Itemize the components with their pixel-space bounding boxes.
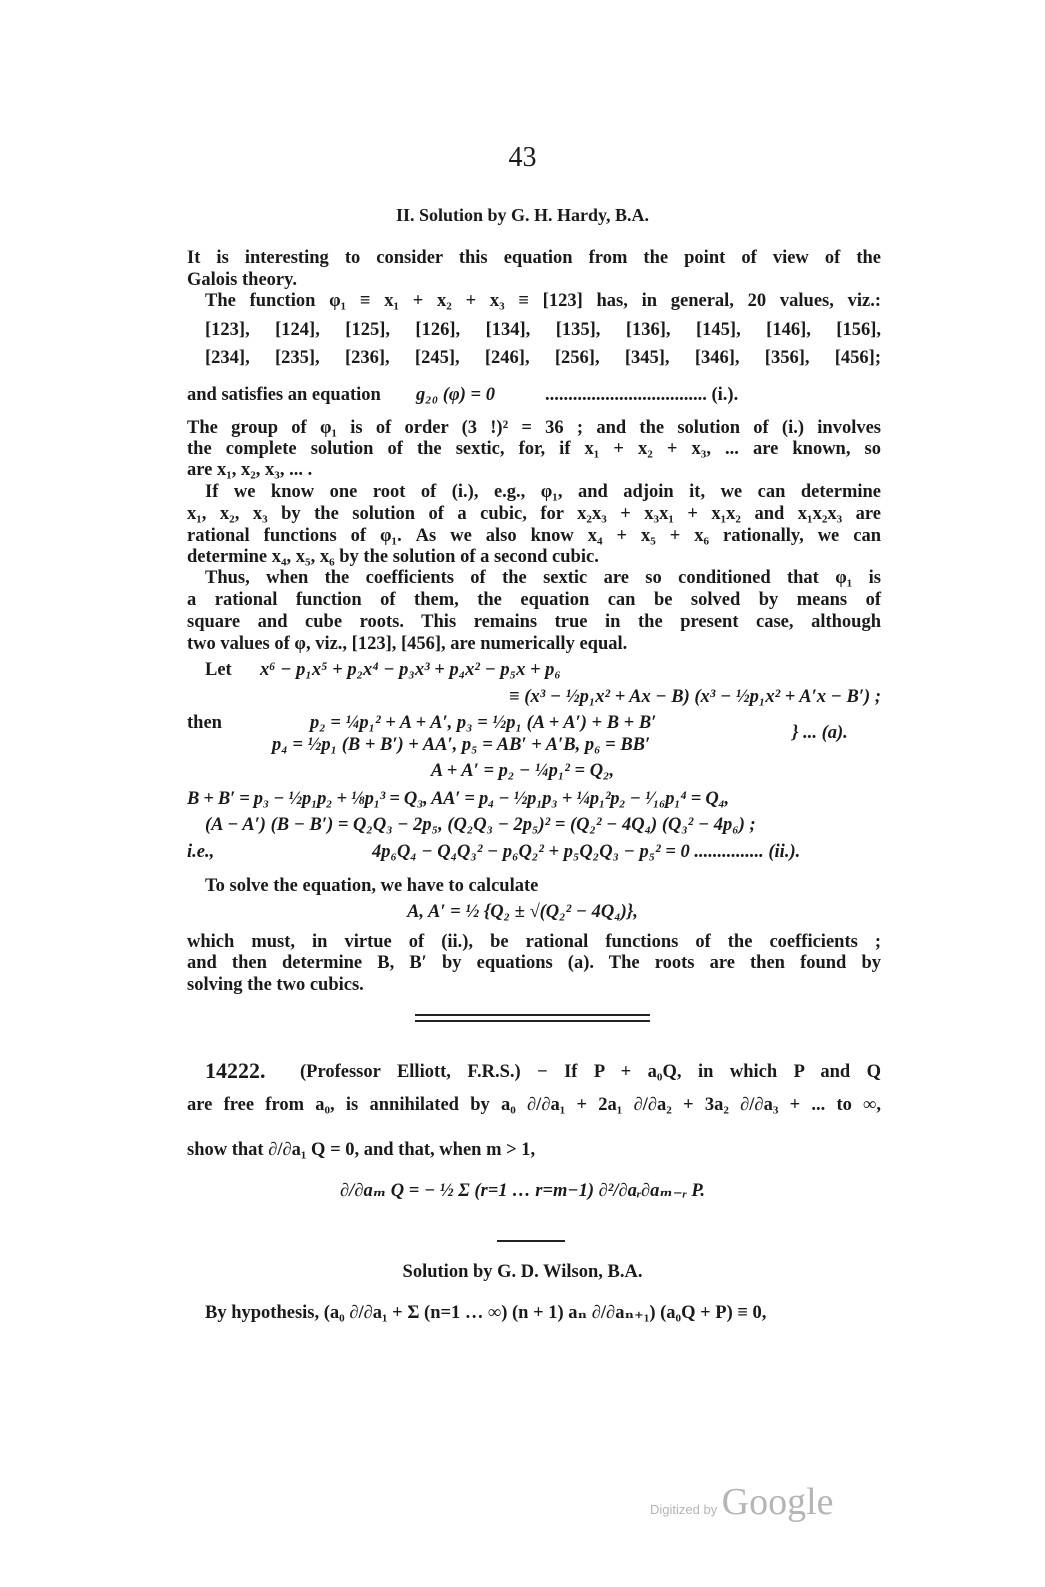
value-list-row: [123], [124], [125], [126], [134], [135], [136], [145], [146], [156],: [205, 320, 881, 340]
identity-equation: ≡ (x³ − ½p₁x² + Ax − B) (x³ − ½p₁x² + A′x − B′) ;: [509, 687, 881, 707]
question-number: 14222.: [205, 1058, 266, 1083]
text-line: x₁, x₂, x₃ by the solution of a cubic, for x₂x₃ + x₃x₁ + x₁x₂ and x₁x₂x₃ are: [187, 504, 881, 524]
text-line: The group of φ₁ is of order (3 !)² = 36 ; and the solution of (i.) involves: [187, 418, 881, 438]
text-line: the complete solution of the sextic, for, if x₁ + x₂ + x₃, ... are known, so: [187, 439, 881, 459]
eq-ab: (A − A′) (B − B′) = Q₂Q₃ − 2p₅, (Q₂Q₃ − 2p₅)² = (Q₂² − 4Q₄) (Q₃² − 4p₆) ;: [205, 815, 756, 835]
eq-i-label: and satisfies an equation: [187, 385, 381, 405]
let-label: Let: [205, 660, 232, 680]
eq-i-tag: ................................... (i.).: [545, 385, 739, 405]
text-line: It is interesting to consider this equation from the point of view of the: [187, 248, 881, 268]
text-line: Galois theory.: [187, 270, 297, 290]
ie-label: i.e.,: [187, 842, 215, 862]
question-formula: ∂/∂aₘ Q = − ½ Σ (r=1 … r=m−1) ∂²/∂aᵣ∂aₘ₋ᵣ P.: [340, 1181, 705, 1201]
section-heading: II. Solution by G. H. Hardy, B.A.: [395, 205, 650, 225]
page-number: 43: [508, 142, 537, 173]
text-line: which must, in virtue of (ii.), be rational functions of the coefficients ;: [187, 932, 881, 952]
text-line: two values of φ, viz., [123], [456], are numerically equal.: [187, 634, 628, 654]
value-list-row: [234], [235], [236], [245], [246], [256], [345], [346], [356], [456];: [205, 348, 881, 368]
text-line: a rational function of them, the equation can be solved by means of: [187, 590, 881, 610]
text-line: rational functions of φ₁. As we also know x₄ + x₅ + x₆ rationally, we can: [187, 526, 881, 546]
let-equation: x⁶ − p₁x⁵ + p₂x⁴ − p₃x³ + p₄x² − p₅x + p₆: [260, 660, 561, 680]
digitized-watermark: [650, 1480, 834, 1524]
question-line: are free from a₀, is annihilated by a₀ ∂/∂a₁ + 2a₁ ∂/∂a₂ + 3a₂ ∂/∂a₃ + ... to ∞,: [187, 1095, 881, 1115]
eq-a-tag: } ... (a).: [792, 723, 848, 743]
text-line: are x₁, x₂, x₃, ... .: [187, 460, 313, 480]
question-line: show that ∂/∂a₁ Q = 0, and that, when m > 1,: [187, 1140, 536, 1160]
then-equation-2: p₄ = ½p₁ (B + B′) + AA′, p₅ = AB′ + A′B, p₆ = BB′: [272, 735, 651, 755]
eq-i: g₂₀ (φ) = 0: [416, 385, 495, 405]
watermark-prefix: Digitized by: [650, 1502, 718, 1517]
text-line: and then determine B, B′ by equations (a). The roots are then found by: [187, 953, 881, 973]
text-line: The function φ₁ ≡ x₁ + x₂ + x₃ ≡ [123] has, in general, 20 values, viz.:: [205, 291, 881, 311]
text-line: Thus, when the coefficients of the sextic are so conditioned that φ₁ is: [205, 568, 881, 588]
eq-a-a-prime: A, A′ = ½ {Q₂ ± √(Q₂² − 4Q₄)},: [407, 902, 638, 922]
text-line: solving the two cubics.: [187, 975, 364, 995]
text-line: To solve the equation, we have to calculate: [205, 876, 539, 896]
divider: [497, 1240, 565, 1242]
divider: [415, 1020, 650, 1022]
then-label: then: [187, 713, 222, 733]
eq-ii: 4p₆Q₄ − Q₄Q₃² − p₆Q₂² + p₅Q₂Q₃ − p₅² = 0 ............... (ii.).: [372, 842, 801, 862]
text-line: If we know one root of (i.), e.g., φ₁, and adjoin it, we can determine: [205, 482, 881, 502]
hypothesis-equation: By hypothesis, (a₀ ∂/∂a₁ + Σ (n=1 … ∞) (n + 1) aₙ ∂/∂aₙ₊₁) (a₀Q + P) ≡ 0,: [205, 1303, 767, 1323]
then-equation-1: p₂ = ¼p₁² + A + A′, p₃ = ½p₁ (A + A′) + B + B′: [310, 713, 657, 733]
text-line: square and cube roots. This remains true in the present case, although: [187, 612, 881, 632]
google-logo: Google: [721, 1481, 834, 1523]
eq-q2: A + A′ = p₂ − ¼p₁² = Q₂,: [430, 761, 615, 781]
eq-q3-q4: B + B′ = p₃ − ½p₁p₂ + ⅛p₁³ = Q₃, AA′ = p₄ − ½p₁p₃ + ¼p₁²p₂ − ¹⁄₁₆p₁⁴ = Q₄,: [187, 789, 729, 809]
text-line: determine x₄, x₅, x₆ by the solution of a second cubic.: [187, 547, 599, 567]
solution-heading: Solution by G. D. Wilson, B.A.: [402, 1262, 643, 1282]
question-line: (Professor Elliott, F.R.S.) − If P + a₀Q, in which P and Q: [300, 1062, 881, 1082]
divider: [415, 1014, 650, 1016]
